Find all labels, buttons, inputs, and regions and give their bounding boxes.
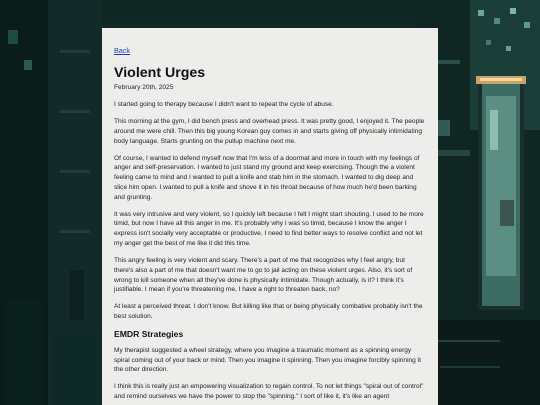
- back-link[interactable]: Back: [114, 46, 130, 55]
- section-paragraph: My therapist suggested a wheel strategy, where you imagine a traumatic moment as a spinning energy spiral coming out of your back or mind. Then you imagine it spinning. Then you imagine forcibly spinning it the other direction.: [114, 346, 421, 374]
- post-paragraph: It was very intrusive and very violent, so I quickly left because I felt I might start shouting. I used to be more timid, but now I have all this anger in me. It's probably why I was so timid, because I know the anger I express isn't socially very acceptable or productive. I need to find better ways to resolve conflict and not let my anger get the best of me like it did this time.: [114, 210, 424, 248]
- post-paragraph: Of course, I wanted to defend myself now that I'm less of a doormat and more in touch with my feelings of anger and self-preservation. I wanted to just stand my ground and keep exercising. Though the a violent feeling came to mind and I wanted to pull a knife and stab him in the stomach. I wanted to dig deep and slice him open. I wanted to pull a knife and shove it in his throat because of how much he'd been barking and grunting.: [114, 154, 420, 201]
- post-paragraph: I started going to therapy because I didn't want to repeat the cycle of abuse.: [114, 101, 334, 109]
- section-heading: EMDR Strategies: [114, 328, 184, 339]
- post-date: February 20th, 2025: [114, 84, 174, 92]
- post-title: Violent Urges: [114, 65, 206, 81]
- post-paragraph: At least a perceived threat. I don't know. But killing like that or being physically combative probably isn't the best solution.: [114, 303, 423, 320]
- post-paragraph: This angry feeling is very violent and scary. There's a part of me that recognizes why I feel angry, but there's also a part of me that doesn't want me to go to jail acting on these violent urges. Also, it's sort of wrong to kill someone when all they've done is physically intimidate. Though actually, is it? I think it's justifiable. I mean if you're threatening me, I have a right to threaten back, no?: [114, 256, 413, 294]
- post-paragraph: This morning at the gym, I did bench press and overhead press. It was pretty good, I enjoyed it. The people around me were chill. Then this big young Korean guy comes in and starts giving off physically intimidating body language. Starts grunting on the pullup machine next me.: [114, 118, 425, 145]
- blog-post-panel: [102, 28, 438, 405]
- section-paragraph: I think this is really just an empowering visualization to regain control. To not let things "spiral out of control" and remind ourselves we have the power to stop the "spinning." I sort of like it, it's like an agent: [114, 383, 424, 401]
